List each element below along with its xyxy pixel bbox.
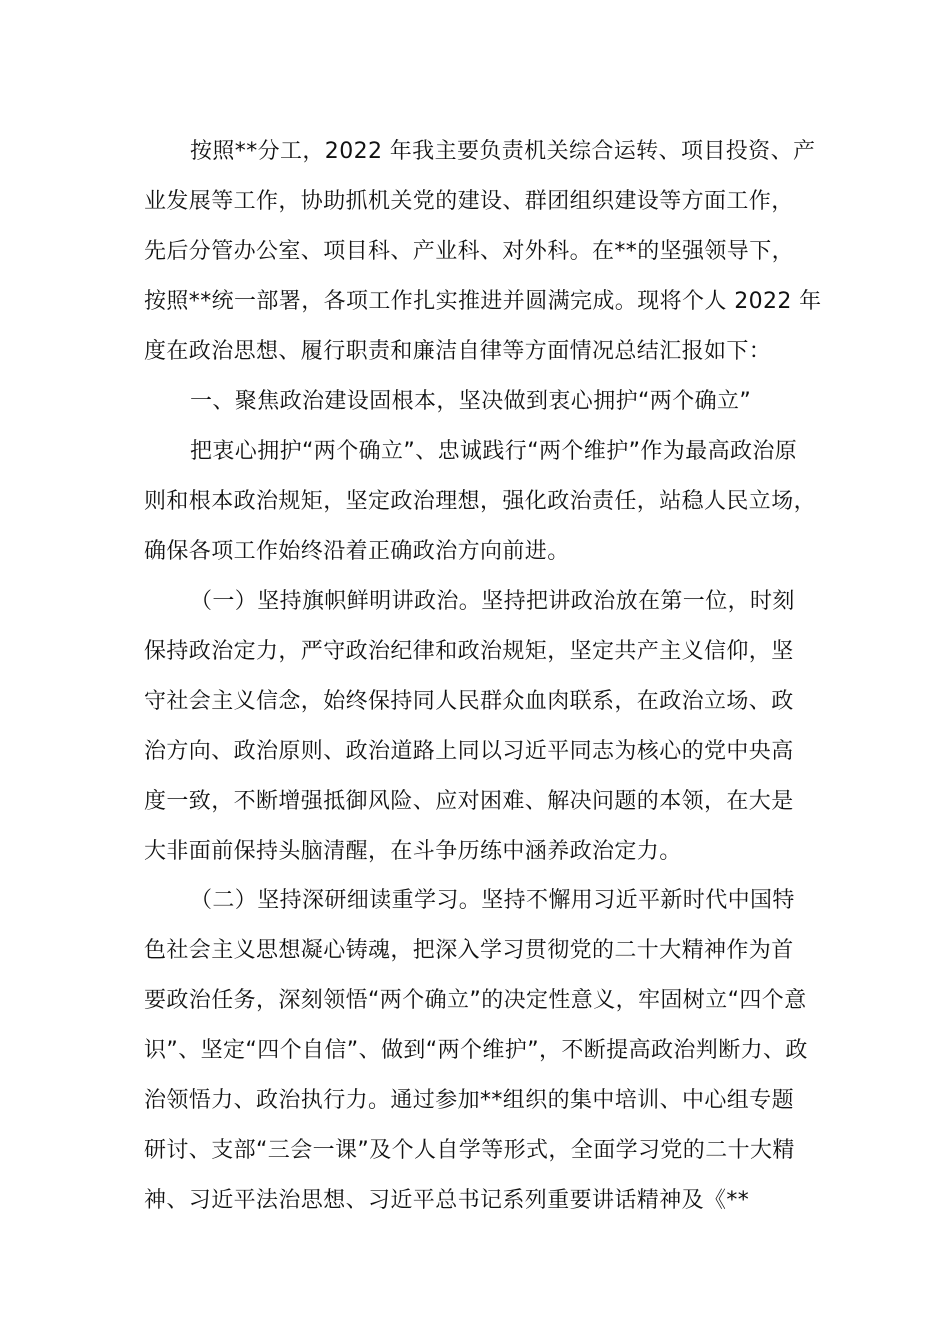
paragraph-2-line-2: 则和根本政治规矩，坚定政治理想，强化政治责任，站稳人民立场， [144,489,817,514]
paragraph-1-line-2: 业发展等工作，协助抓机关党的建设、群团组织建设等方面工作， [144,189,794,214]
paragraph-4-line-2: 色社会主义思想凝心铸魂，把深入学习贯彻党的二十大精神作为首 [144,938,794,963]
paragraph-4-line-5: 治领悟力、政治执行力。通过参加**组织的集中培训、中心组专题 [144,1088,795,1113]
paragraph-1-line-4: 按照**统一部署，各项工作扎实推进并圆满完成。现将个人 2022 年 [144,289,822,314]
paragraph-3-line-2: 保持政治定力，严守政治纪律和政治规矩，坚定共产主义信仰，坚 [144,639,794,664]
paragraph-4-line-7: 神、习近平法治思想、习近平总书记系列重要讲话精神及《** [144,1188,750,1213]
paragraph-4-line-4: 识”、坚定“四个自信”、做到“两个维护”，不断提高政治判断力、政 [144,1038,808,1063]
paragraph-3-line-4: 治方向、政治原则、政治道路上同以习近平同志为核心的党中央高 [144,739,794,764]
paragraph-3-line-6: 大非面前保持头脑清醒，在斗争历练中涵养政治定力。 [144,839,682,864]
section-heading-1: 一、聚焦政治建设固根本，坚决做到衷心拥护“两个确立” [190,389,752,414]
paragraph-1-line-5: 度在政治思想、履行职责和廉洁自律等方面情况总结汇报如下： [144,339,772,364]
paragraph-3-line-5: 度一致，不断增强抵御风险、应对困难、解决问题的本领，在大是 [144,789,794,814]
paragraph-2-line-1: 把衷心拥护“两个确立”、忠诚践行“两个维护”作为最高政治原 [190,439,798,464]
paragraph-1-line-3: 先后分管办公室、项目科、产业科、对外科。在**的坚强领导下， [144,239,795,264]
paragraph-4-line-6: 研讨、支部“三会一课”及个人自学等形式，全面学习党的二十大精 [144,1138,795,1163]
paragraph-2-line-3: 确保各项工作始终沿着正确政治方向前进。 [144,539,570,564]
paragraph-3-line-3: 守社会主义信念，始终保持同人民群众血肉联系，在政治立场、政 [144,689,794,714]
paragraph-4-line-1: （二）坚持深研细读重学习。坚持不懈用习近平新时代中国特 [190,888,795,913]
paragraph-3-line-1: （一）坚持旗帜鲜明讲政治。坚持把讲政治放在第一位，时刻 [190,589,795,614]
paragraph-1-line-1: 按照**分工，2022 年我主要负责机关综合运转、项目投资、产 [190,139,816,164]
paragraph-4-line-3: 要政治任务，深刻领悟“两个确立”的决定性意义，牢固树立“四个意 [144,988,807,1013]
